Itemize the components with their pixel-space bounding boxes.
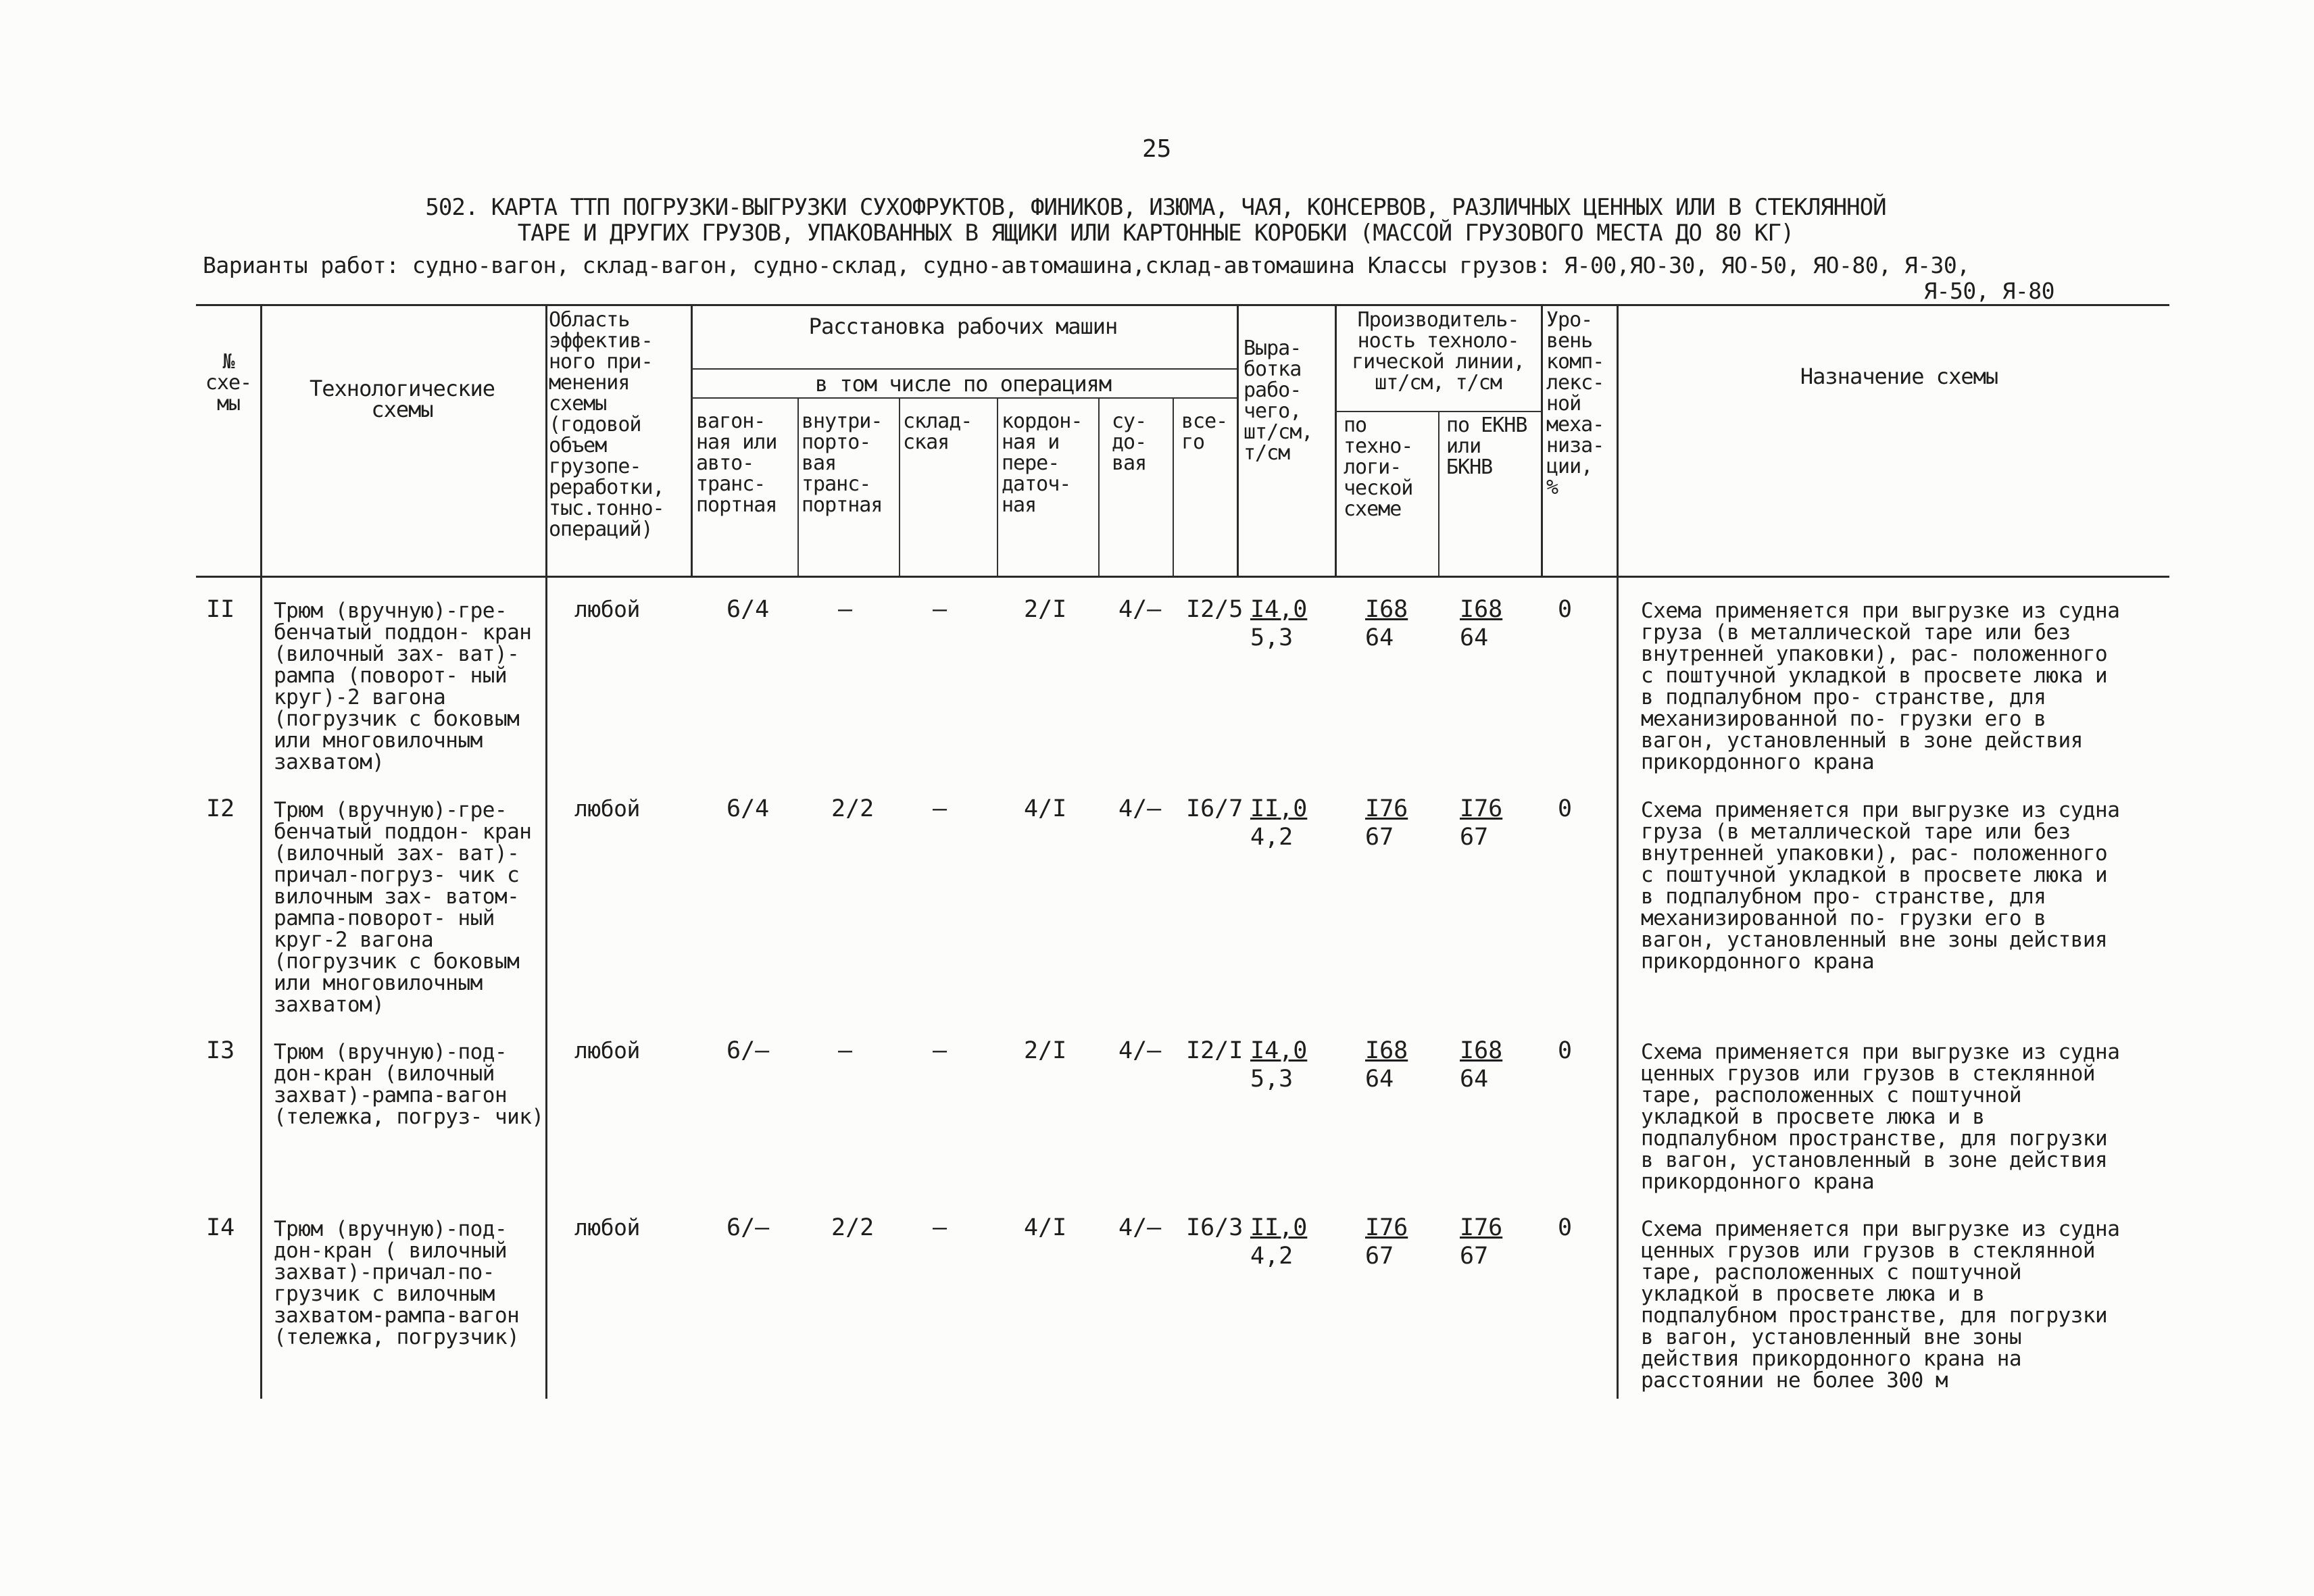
row-op-store: – xyxy=(933,596,947,623)
row-prod-scheme-bottom: 64 xyxy=(1365,1066,1394,1093)
row-op-total: I6/3 xyxy=(1186,1214,1244,1241)
row-output-bottom: 4,2 xyxy=(1250,1243,1294,1270)
row-mechanization: 0 xyxy=(1558,795,1573,822)
row-purpose: Схема применяется при выгрузке из судна ценных грузов или грузов в стеклянной таре, расположенных с поштучной укладкой в просвете люка и в подпалубном пространстве, для погрузки в вагон, установленный вне зоны действия прикордонного крана на расстоянии не более 300 м xyxy=(1641,1217,2120,1393)
row-mechanization: 0 xyxy=(1558,596,1573,623)
row-prod-scheme-top: I68 xyxy=(1365,1037,1408,1064)
row-output-bottom: 5,3 xyxy=(1250,624,1294,651)
header-op-kordon: кордон- ная и пере- даточ- ная xyxy=(1002,409,1083,517)
variants-line-1: Варианты работ: судно-вагон, склад-вагон, судно-склад, судно-автомашина,склад-автомашина Классы грузов: Я-00,ЯО-30, ЯО-50, ЯО-80, Я-30, xyxy=(203,252,1970,278)
document-title xyxy=(223,195,2088,246)
row-mechanization: 0 xyxy=(1558,1214,1573,1241)
header-prod-by-scheme: по техно- логи- ческой схеме xyxy=(1344,414,1413,521)
row-number: I4 xyxy=(206,1214,235,1241)
row-op-total: I6/7 xyxy=(1186,795,1244,822)
header-op-ship: су- до- вая xyxy=(1112,409,1147,475)
row-output-top: II,0 xyxy=(1250,1214,1308,1241)
op-line-5 xyxy=(1173,397,1174,576)
header-machine-placement: Расстановка рабочих машин xyxy=(808,314,1118,339)
header-scheme-purpose: Назначение схемы xyxy=(1800,364,1998,389)
row-op-total: I2/I xyxy=(1186,1037,1244,1064)
col-line-3 xyxy=(691,304,693,576)
row-op-wagon: 6/4 xyxy=(727,596,770,623)
row-op-store: – xyxy=(933,795,947,822)
header-application-area: Область эффектив- ного при- менения схемы (годовой объем грузопе- реработки, тыс.тонно- операций) xyxy=(549,308,664,541)
page-number: 25 xyxy=(1142,135,1172,163)
header-scheme-number: № схе- мы xyxy=(205,350,252,416)
row-prod-eknv-bottom: 67 xyxy=(1460,1243,1489,1270)
row-prod-scheme-bottom: 67 xyxy=(1365,1243,1394,1270)
row-scheme: Трюм (вручную)-гре- бенчатый поддон- кран (вилочный зах- ват)-рампа (поворот- ный круг)-2 вагона (погрузчик с боковым или многовилочным захватом) xyxy=(274,599,532,774)
header-by-operations: в том числе по операциям xyxy=(814,371,1112,397)
row-scheme: Трюм (вручную)-под- дон-кран (вилочный захват)-рампа-вагон (тележка, погруз- чик) xyxy=(274,1040,544,1129)
op-line-2 xyxy=(899,397,900,576)
row-op-inner: – xyxy=(838,596,853,623)
row-purpose: Схема применяется при выгрузке из судна груза (в металлической таре или без внутренней упаковки), рас- положенного с поштучной укладкой в просвете люка и в подпалубном про- странстве, для механизированной по- грузки его в вагон, установленный в зоне действия прикордонного крана xyxy=(1641,599,2120,774)
row-op-inner: 2/2 xyxy=(831,1214,875,1241)
op-line-1 xyxy=(797,397,799,576)
row-output-bottom: 5,3 xyxy=(1250,1066,1294,1093)
header-mechanization-level: Уро- вень комп- лекс- ной меха- низа- ции, % xyxy=(1546,308,1604,499)
row-op-total: I2/5 xyxy=(1186,596,1244,623)
row-op-wagon: 6/4 xyxy=(727,795,770,822)
row-prod-eknv-bottom: 64 xyxy=(1460,1066,1489,1093)
row-op-kordon: 4/I xyxy=(1024,1214,1067,1241)
header-op-inner-port: внутри- порто- вая транс- портная xyxy=(802,409,883,517)
row-op-store: – xyxy=(933,1037,947,1064)
row-output-bottom: 4,2 xyxy=(1250,824,1294,851)
row-prod-scheme-bottom: 67 xyxy=(1365,824,1394,851)
row-number: II xyxy=(206,596,235,623)
row-prod-scheme-bottom: 64 xyxy=(1365,624,1394,651)
title-line-1: 502. КАРТА ТТП ПОГРУЗКИ-ВЫГРУЗКИ СУХОФРУКТОВ, ФИНИКОВ, ИЗЮМА, ЧАЯ, КОНСЕРВОВ, РАЗЛИЧНЫХ ЦЕННЫХ ИЛИ В СТЕКЛЯННОЙ xyxy=(425,194,1886,221)
row-op-store: – xyxy=(933,1214,947,1241)
row-op-inner: 2/2 xyxy=(831,795,875,822)
header-technological-schemes: Технологические схемы xyxy=(310,376,495,422)
row-op-wagon: 6/– xyxy=(727,1214,770,1241)
table-header-bottom xyxy=(196,576,2169,578)
table-top-border xyxy=(196,304,2169,306)
row-op-inner: – xyxy=(838,1037,853,1064)
row-area: любой xyxy=(574,1037,640,1064)
row-area: любой xyxy=(574,596,640,622)
row-op-kordon: 2/I xyxy=(1024,1037,1067,1064)
header-prod-eknv: по ЕКНВ или БКНВ xyxy=(1446,414,1527,479)
ops-subheader-line xyxy=(691,397,1237,399)
machines-subheader-line xyxy=(691,368,1237,370)
header-line-productivity: Производитель- ность техноло- гической линии, шт/см, т/см xyxy=(1352,308,1525,395)
col-line-1 xyxy=(260,304,262,1399)
header-worker-output: Выра- ботка рабо- чего, шт/см, т/см xyxy=(1244,336,1313,465)
variants-line-2: Я-50, Я-80 xyxy=(1923,278,2054,304)
row-purpose: Схема применяется при выгрузке из судна ценных грузов или грузов в стеклянной таре, расположенных с поштучной укладкой в просвете люка и в подпалубном пространстве, для погрузки в вагон, установленный в зоне действия прикордонного крана xyxy=(1641,1040,2120,1194)
row-op-ship: 4/– xyxy=(1118,1214,1162,1241)
row-op-kordon: 2/I xyxy=(1024,596,1067,623)
productivity-split-line xyxy=(1438,411,1439,576)
row-op-ship: 4/– xyxy=(1118,1037,1162,1064)
row-output-top: I4,0 xyxy=(1250,1037,1308,1064)
row-scheme: Трюм (вручную)-под- дон-кран ( вилочный захват)-причал-по- грузчик с вилочным захватом-рампа-вагон (тележка, погрузчик) xyxy=(274,1217,520,1349)
col-line-4 xyxy=(1237,304,1239,576)
row-scheme: Трюм (вручную)-гре- бенчатый поддон- кран (вилочный зах- ват)-причал-погруз- чик с вилочным зах- ватом-рампа-поворот- ный круг-2 вагона (погрузчик с боковым или многовилочным захватом) xyxy=(274,798,532,1017)
col-line-6 xyxy=(1541,304,1543,576)
row-op-kordon: 4/I xyxy=(1024,795,1067,822)
row-number: I2 xyxy=(206,795,235,822)
row-area: любой xyxy=(574,795,640,822)
header-op-storage: склад- ская xyxy=(903,409,973,454)
row-prod-eknv-bottom: 67 xyxy=(1460,824,1489,851)
row-prod-eknv-top: I68 xyxy=(1460,1037,1503,1064)
col-line-2 xyxy=(545,304,547,1399)
header-op-wagon: вагон- ная или авто- транс- портная xyxy=(696,409,777,517)
row-output-top: II,0 xyxy=(1250,795,1308,822)
row-op-wagon: 6/– xyxy=(727,1037,770,1064)
row-op-ship: 4/– xyxy=(1118,596,1162,623)
col-line-5 xyxy=(1335,304,1337,576)
row-output-top: I4,0 xyxy=(1250,596,1308,623)
col-line-7 xyxy=(1617,304,1619,1399)
row-prod-scheme-top: I76 xyxy=(1365,1214,1408,1241)
op-line-3 xyxy=(997,397,998,576)
row-mechanization: 0 xyxy=(1558,1037,1573,1064)
row-prod-eknv-bottom: 64 xyxy=(1460,624,1489,651)
header-op-total: все- го xyxy=(1181,409,1228,454)
row-prod-eknv-top: I68 xyxy=(1460,596,1503,623)
row-prod-scheme-top: I76 xyxy=(1365,795,1408,822)
title-line-2: ТАРЕ И ДРУГИХ ГРУЗОВ, УПАКОВАННЫХ В ЯЩИКИ ИЛИ КАРТОННЫЕ КОРОБКИ (МАССОЙ ГРУЗОВОГО МЕСТА ДО 80 КГ) xyxy=(517,220,1794,247)
row-op-ship: 4/– xyxy=(1118,795,1162,822)
row-prod-eknv-top: I76 xyxy=(1460,1214,1503,1241)
work-variants xyxy=(203,253,2149,304)
row-purpose: Схема применяется при выгрузке из судна груза (в металлической таре или без внутренней упаковки), рас- положенного с поштучной укладкой в просвете люка и в подпалубном про- странстве, для механизированной по- грузки его в вагон, установленный вне зоны действия прикордонного крана xyxy=(1641,798,2120,974)
row-area: любой xyxy=(574,1214,640,1241)
row-prod-eknv-top: I76 xyxy=(1460,795,1503,822)
row-prod-scheme-top: I68 xyxy=(1365,596,1408,623)
row-number: I3 xyxy=(206,1037,235,1064)
op-line-4 xyxy=(1098,397,1100,576)
